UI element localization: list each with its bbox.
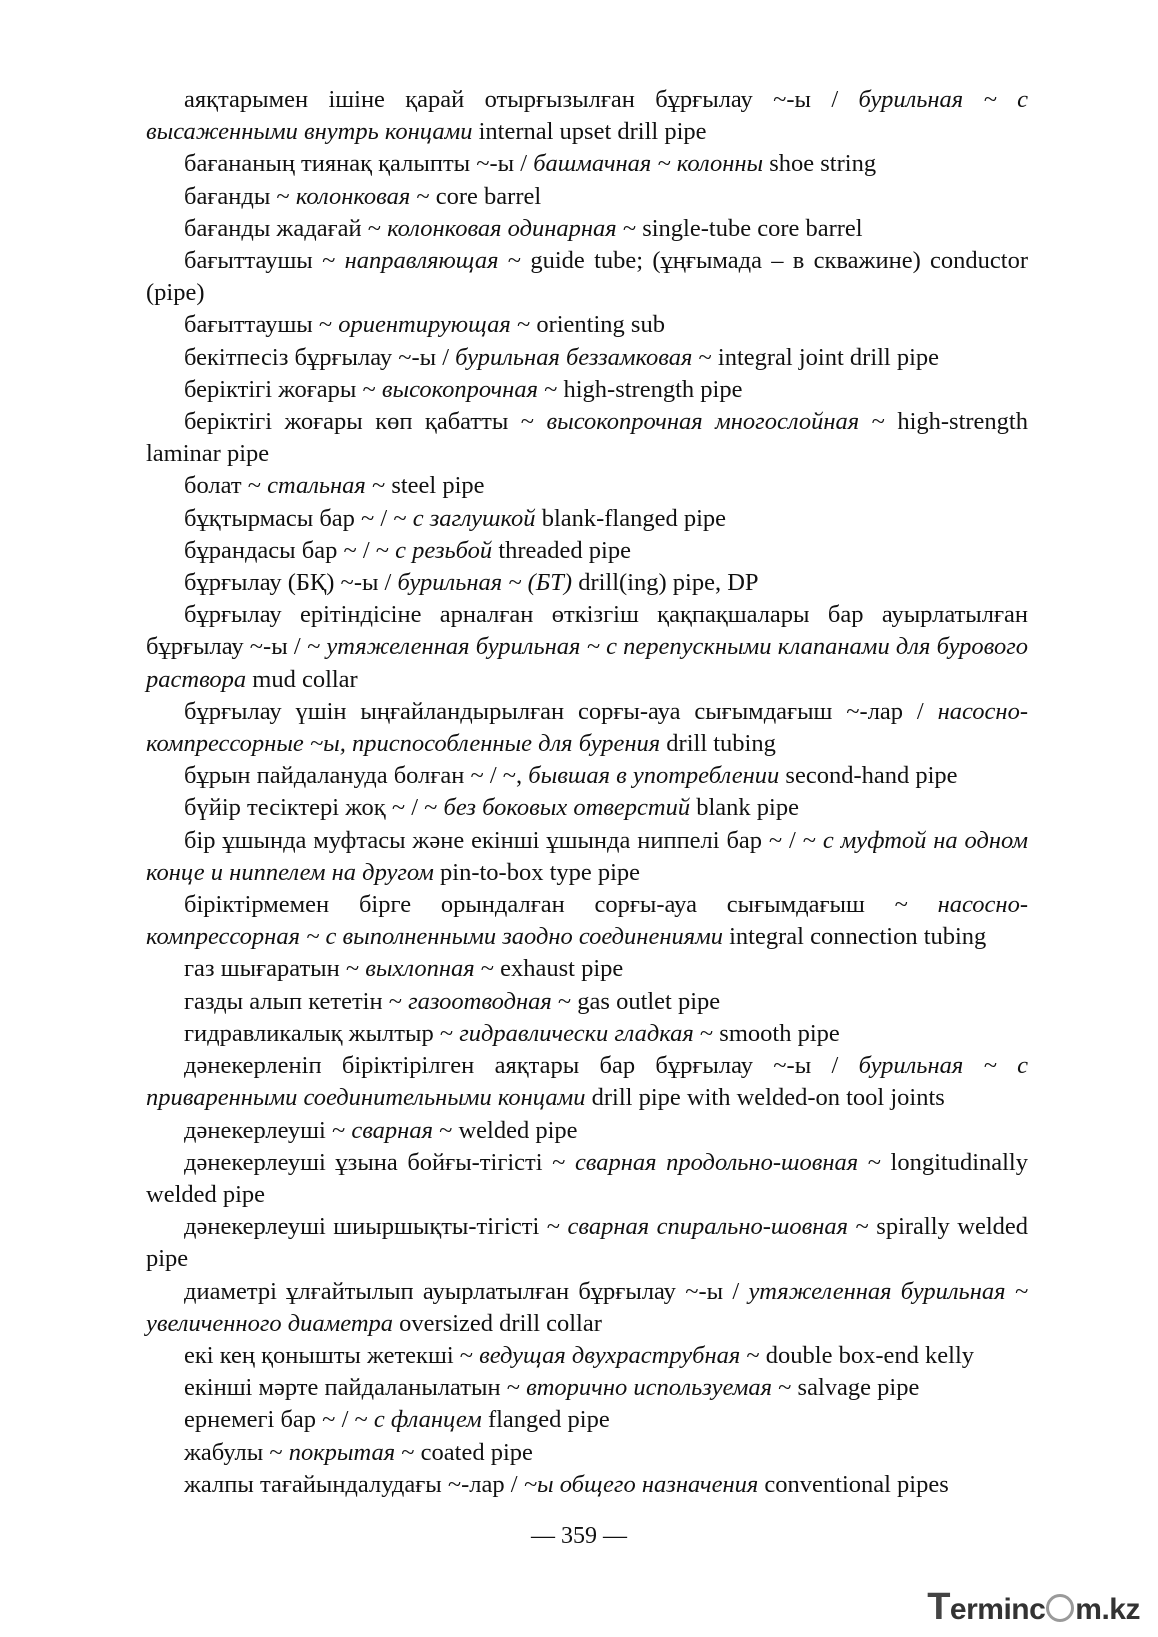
dictionary-entry [146,825,1028,889]
entry-russian-term: бурильная ~ с высаженными внутрь концами [146,86,1029,146]
entry-russian-term: колонковая [295,182,411,210]
entry-russian-term: бурильная беззамковая [455,343,693,371]
entry-english-term: integral connection tubing [723,923,987,951]
entry-kazakh-term: ернемегі бар ~ / ~ [184,1406,374,1434]
entry-english-term: ~ coated pipe [395,1438,533,1466]
dictionary-entry [146,1437,1028,1469]
entry-russian-term: с резьбой [395,536,493,564]
entry-english-term: blank-flanged pipe [535,504,727,532]
entry-kazakh-term: дәнекерленіп біріктірілген аяқтары бар бұрғылау ~-ы / [184,1052,859,1080]
entry-russian-term: ~ы общего назначения [523,1470,759,1498]
entry-english-term: ~ spirally welded pipe [146,1213,1028,1273]
dictionary-entry [146,374,1028,406]
entry-english-term: ~ longitudinally welded pipe [146,1148,1028,1208]
entry-russian-term: насосно-компрессорные ~ы, приспособленные для бурения [146,697,1028,758]
dictionary-entry [146,1115,1028,1147]
entry-kazakh-term: газды алып кететін ~ [184,987,409,1015]
entry-english-term: ~ single-tube core barrel [616,214,863,242]
entry-kazakh-term: біріктірмемен бірге орындалған сорғы-ауа сығымдағыш ~ [184,891,938,919]
entry-english-term: ~ smooth pipe [693,1019,840,1047]
dictionary-entry [146,503,1028,535]
dictionary-entry [146,696,1028,760]
entry-russian-term: стальная [267,472,366,500]
entry-russian-term: высокопрочная [381,375,538,403]
entry-english-term: drill(ing) pipe, DP [572,569,759,597]
entry-russian-term: насосно-компрессорная ~ с выполненными заодно соединениями [146,891,1028,951]
page-number: — 359 — [531,1523,627,1549]
termincom-logo[interactable] [927,1586,1140,1629]
entry-kazakh-term: дәнекерлеуші шиыршықты-тігісті ~ [184,1213,568,1241]
dictionary-entry [146,567,1028,599]
entry-kazakh-term: гидравликалық жылтыр ~ [184,1019,460,1047]
entry-kazakh-term: екінші мәрте пайдаланылатын ~ [184,1374,527,1402]
dictionary-entry [146,1469,1028,1501]
entry-kazakh-term: бағанды жадағай ~ [184,214,388,242]
dictionary-entry [146,309,1028,341]
dictionary-entry [146,535,1028,567]
entry-kazakh-term: бұқтырмасы бар ~ / ~ [184,504,413,532]
entry-kazakh-term: беріктігі жоғары ~ [184,375,382,403]
dictionary-entry [146,1404,1028,1436]
entry-kazakh-term: бағанды ~ [184,182,296,210]
dictionary-entry [146,986,1028,1018]
entry-english-term: drill tubing [660,730,776,758]
entry-russian-term: выхлопная [365,955,475,983]
entry-english-term: pin-to-box type pipe [433,858,641,886]
entry-kazakh-term: бір ұшында муфтасы және екінші ұшында ниппелі бар ~ / ~ [184,826,823,854]
entry-russian-term: бурильная ~ с приваренными соединительными концами [146,1052,1028,1112]
entry-english-term: ~ welded pipe [432,1116,578,1144]
entry-english-term: internal upset drill pipe [472,118,707,146]
entry-russian-term: высокопрочная многослойная [546,408,860,436]
entry-kazakh-term: бұрғылау үшін ыңғайландырылған сорғы-ауа сығымдағыш ~-лар / [184,697,938,725]
entry-kazakh-term: бүйір тесіктері жоқ ~ / ~ [184,794,444,822]
entry-english-term: ~ high-strength pipe [537,375,743,403]
entry-russian-term: бывшая в употреблении [528,762,780,790]
entry-english-term: mud collar [246,665,358,693]
entry-kazakh-term: бекітпесіз бұрғылау ~-ы / [184,343,456,371]
entry-english-term: oversized drill collar [393,1309,602,1337]
entry-english-term: ~ gas outlet pipe [551,987,721,1015]
dictionary-entry [146,1211,1028,1275]
dictionary-entry [146,1372,1028,1404]
dictionary-entry [146,1050,1028,1114]
entry-kazakh-term: беріктігі жоғары көп қабатты ~ [184,408,547,436]
entry-english-term: ~ orienting sub [510,311,665,339]
entry-russian-term: ведущая двухраструбная [479,1341,741,1369]
entry-english-term: shoe string [763,150,877,178]
entry-kazakh-term: жалпы тағайындалудағы ~-лар / [184,1470,524,1498]
entry-russian-term: колонковая одинарная [387,214,617,242]
entry-kazakh-term: болат ~ [184,472,268,500]
dictionary-entry [146,760,1028,792]
entry-russian-term: с фланцем [373,1406,482,1434]
entry-russian-term: сварная [351,1116,433,1144]
entry-kazakh-term: бағыттаушы ~ [184,311,339,339]
dictionary-entry [146,470,1028,502]
logo-domain: m.kz [1075,1593,1140,1626]
entry-russian-term: с заглушкой [412,504,536,532]
dictionary-entry [146,181,1028,213]
entry-english-term: ~ steel pipe [365,472,485,500]
dictionary-entry [146,342,1028,374]
entry-english-term: blank pipe [690,794,799,822]
entry-kazakh-term: бұрын пайдалануда болған ~ / ~, [184,762,529,790]
dictionary-entries [146,84,1028,1501]
entry-russian-term: направляющая [344,247,499,275]
entry-english-term: second-hand pipe [779,762,958,790]
entry-russian-term: без боковых отверстий [443,794,691,822]
entry-kazakh-term: бұрғылау (БҚ) ~-ы / [184,569,398,597]
entry-kazakh-term: дәнекерлеуші ~ [184,1116,352,1144]
dictionary-entry [146,213,1028,245]
dictionary-entry [146,406,1028,470]
dictionary-entry [146,84,1028,148]
dictionary-entry [146,1276,1028,1340]
entry-russian-term: бурильная ~ (БТ) [397,569,573,597]
entry-russian-term: сварная продольно-шовная [574,1148,859,1176]
entry-kazakh-term: бағананың тиянақ қалыпты ~-ы / [184,150,534,178]
logo-letter: T [927,1586,950,1628]
dictionary-entry [146,792,1028,824]
entry-english-term: ~ double box-end kelly [740,1341,975,1369]
entry-english-term: ~ integral joint drill pipe [692,343,940,371]
dictionary-entry [146,953,1028,985]
entry-russian-term: газоотводная [408,987,552,1015]
entry-english-term: drill pipe with welded-on tool joints [585,1084,945,1112]
entry-russian-term: гидравлически гладкая [459,1019,694,1047]
entry-russian-term: сварная спирально-шовная [567,1213,849,1241]
dictionary-entry [146,599,1028,696]
entry-russian-term: с муфтой на одном конце и ниппелем на другом [146,826,1028,886]
dictionary-entry [146,889,1028,953]
dictionary-entry [146,1340,1028,1372]
entry-english-term: flanged pipe [481,1406,610,1434]
entry-kazakh-term: жабулы ~ [184,1438,289,1466]
logo-text: erminc [949,1593,1046,1626]
dictionary-entry [146,1018,1028,1050]
entry-kazakh-term: диаметрі ұлғайтылып ауырлатылған бұрғылау ~-ы / [184,1277,749,1305]
entry-kazakh-term: аяқтарымен ішіне қарай отырғызылған бұрғылау ~-ы / [184,86,859,113]
entry-english-term: ~ high-strength laminar pipe [146,408,1028,468]
entry-russian-term: ориентирующая [338,311,511,339]
entry-kazakh-term: дәнекерлеуші ұзына бойғы-тігісті ~ [184,1148,575,1176]
entry-english-term: ~ salvage pipe [772,1374,920,1402]
entry-english-term: ~ guide tube; (ұңғымада – в скважине) conductor (pipe) [146,247,1028,307]
magnifier-icon [1046,1594,1074,1622]
entry-kazakh-term: бұрандасы бар ~ / ~ [184,536,396,564]
entry-kazakh-term: газ шығаратын ~ [184,955,366,983]
entry-russian-term: утяжеленная бурильная ~ увеличенного диаметра [146,1277,1029,1337]
entry-english-term: conventional pipes [758,1470,949,1498]
entry-russian-term: ~ утяжеленная бурильная ~ с перепускными клапанами для бурового раствора [146,633,1029,693]
entry-kazakh-term: бағыттаушы ~ [184,247,345,275]
entry-english-term: threaded pipe [492,536,631,564]
entry-english-term: ~ core barrel [410,182,542,210]
dictionary-entry [146,148,1028,180]
dictionary-entry [146,245,1028,309]
entry-kazakh-term: бұрғылау ерітіндісіне арналған өткізгіш қақпақшалары бар ауырлатылған бұрғылау ~-ы / [146,601,1028,661]
entry-russian-term: башмачная ~ колонны [533,150,764,178]
entry-russian-term: покрытая [288,1438,396,1466]
entry-russian-term: вторично используемая [526,1374,773,1402]
entry-english-term: ~ exhaust pipe [474,955,624,983]
dictionary-entry [146,1147,1028,1211]
entry-kazakh-term: екі кең қонышты жетекші ~ [184,1341,480,1369]
